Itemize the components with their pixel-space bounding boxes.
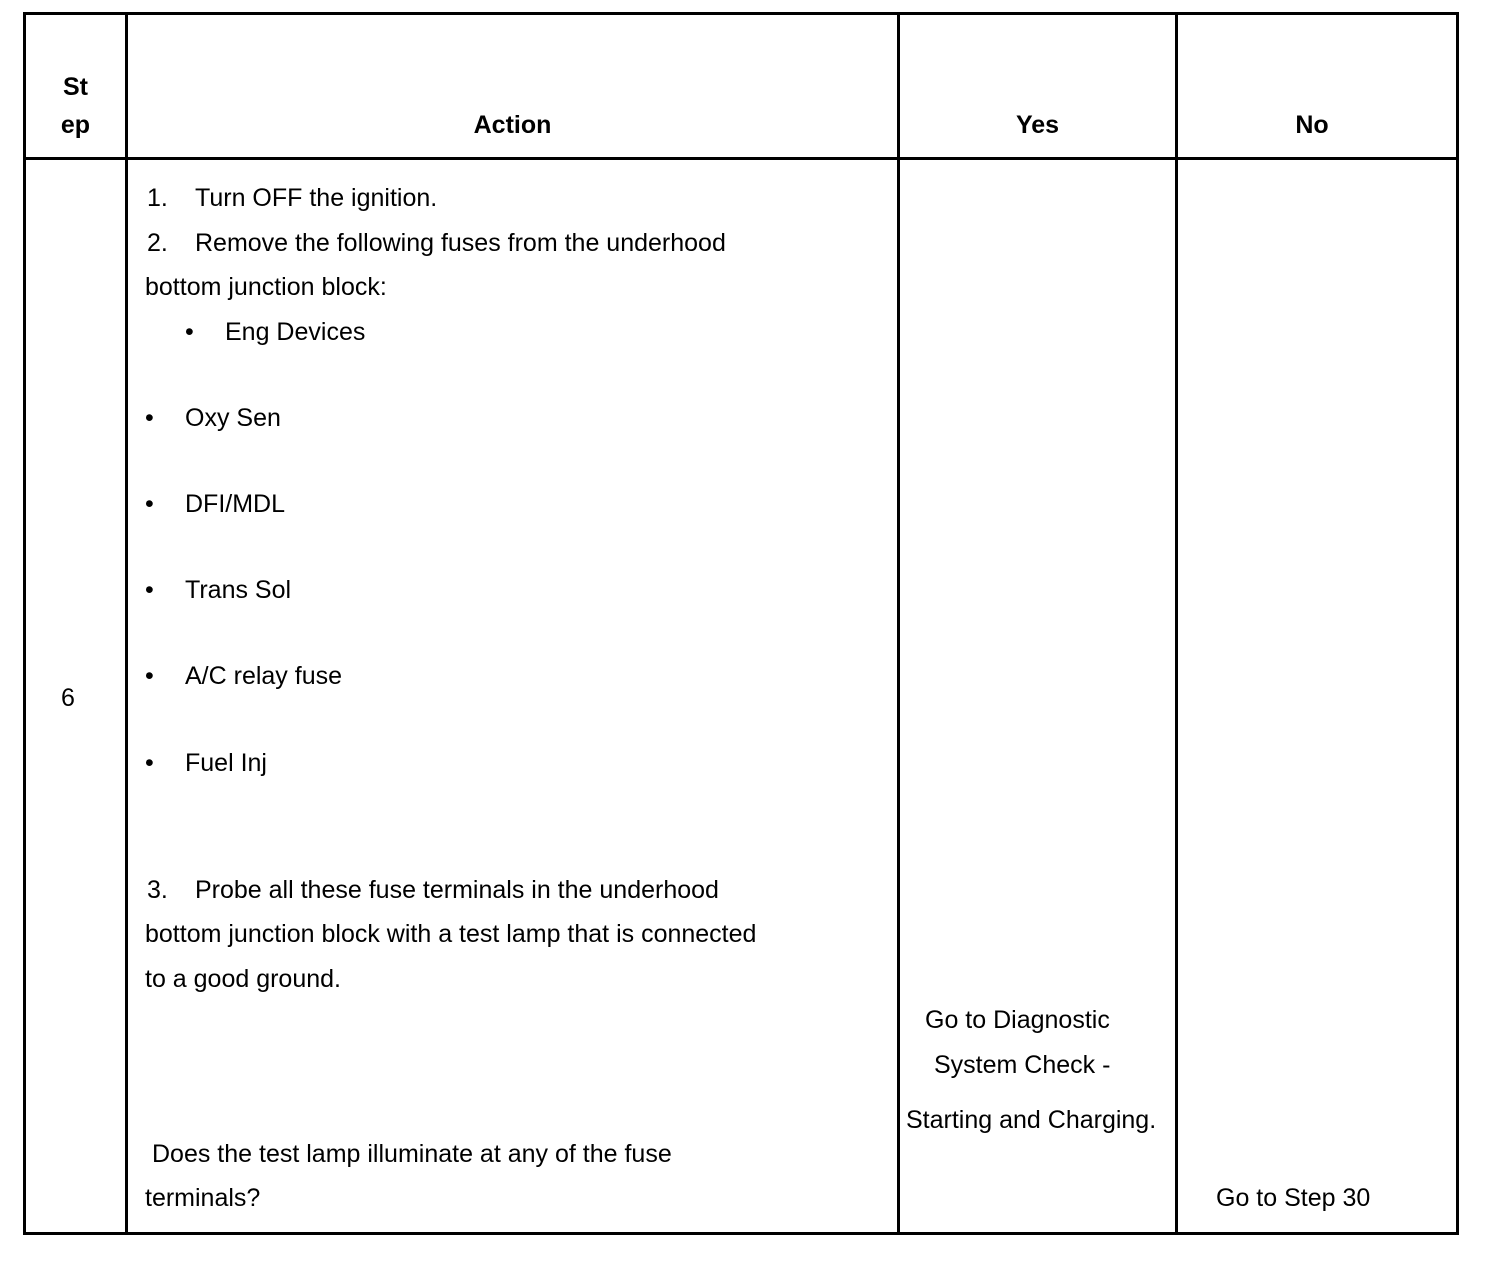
column-divider-yes bbox=[1175, 12, 1178, 1235]
step-number: 6 bbox=[61, 684, 75, 712]
action-step-3-text-line3: to a good ground. bbox=[145, 965, 341, 993]
question-line1: Does the test lamp illuminate at any of the fuse bbox=[152, 1140, 672, 1168]
action-step-1-number: 1. bbox=[147, 184, 168, 212]
fuse-item bbox=[145, 661, 342, 691]
fuse-label: Eng Devices bbox=[225, 318, 366, 346]
column-divider-step bbox=[125, 12, 128, 1235]
bullet-icon: • bbox=[185, 318, 194, 346]
bullet-icon: • bbox=[145, 576, 154, 604]
header-yes: Yes bbox=[1015, 111, 1060, 139]
action-step-1 bbox=[147, 183, 437, 213]
no-result: Go to Step 30 bbox=[1216, 1184, 1371, 1212]
action-step-2-text-line1: Remove the following fuses from the underhood bbox=[195, 229, 726, 257]
fuse-item bbox=[185, 317, 365, 347]
action-step-2-text-line2: bottom junction block: bbox=[145, 273, 387, 301]
yes-result-line2: System Check - bbox=[934, 1051, 1111, 1079]
fuse-item bbox=[145, 575, 291, 605]
fuse-label: Fuel Inj bbox=[185, 749, 267, 777]
yes-result-line1: Go to Diagnostic bbox=[925, 1006, 1110, 1034]
bullet-icon: • bbox=[145, 404, 154, 432]
header-action: Action bbox=[473, 111, 552, 139]
fuse-label: A/C relay fuse bbox=[185, 662, 343, 690]
bullet-icon: • bbox=[145, 490, 154, 518]
header-step bbox=[26, 68, 125, 144]
action-step-3-text-line2: bottom junction block with a test lamp that is connected bbox=[145, 920, 757, 948]
header-no: No bbox=[1295, 111, 1329, 139]
fuse-item bbox=[145, 748, 267, 778]
action-step-3-text-line1: Probe all these fuse terminals in the underhood bbox=[195, 876, 719, 904]
fuse-item bbox=[145, 403, 281, 433]
action-step-2 bbox=[147, 228, 726, 258]
action-step-2-number: 2. bbox=[147, 229, 168, 257]
header-divider bbox=[23, 157, 1459, 160]
question-line2: terminals? bbox=[145, 1184, 261, 1212]
action-step-3-number: 3. bbox=[147, 876, 168, 904]
header-step-line1: St bbox=[63, 73, 88, 101]
fuse-label: DFI/MDL bbox=[185, 490, 285, 518]
bullet-icon: • bbox=[145, 749, 154, 777]
bullet-icon: • bbox=[145, 662, 154, 690]
action-step-1-text: Turn OFF the ignition. bbox=[195, 184, 438, 212]
fuse-label: Oxy Sen bbox=[185, 404, 281, 432]
fuse-label: Trans Sol bbox=[185, 576, 292, 604]
column-divider-action bbox=[897, 12, 900, 1235]
yes-result-line3: Starting and Charging. bbox=[906, 1106, 1157, 1134]
fuse-item bbox=[145, 489, 285, 519]
header-step-line2: ep bbox=[60, 111, 91, 139]
action-step-3 bbox=[147, 875, 719, 905]
